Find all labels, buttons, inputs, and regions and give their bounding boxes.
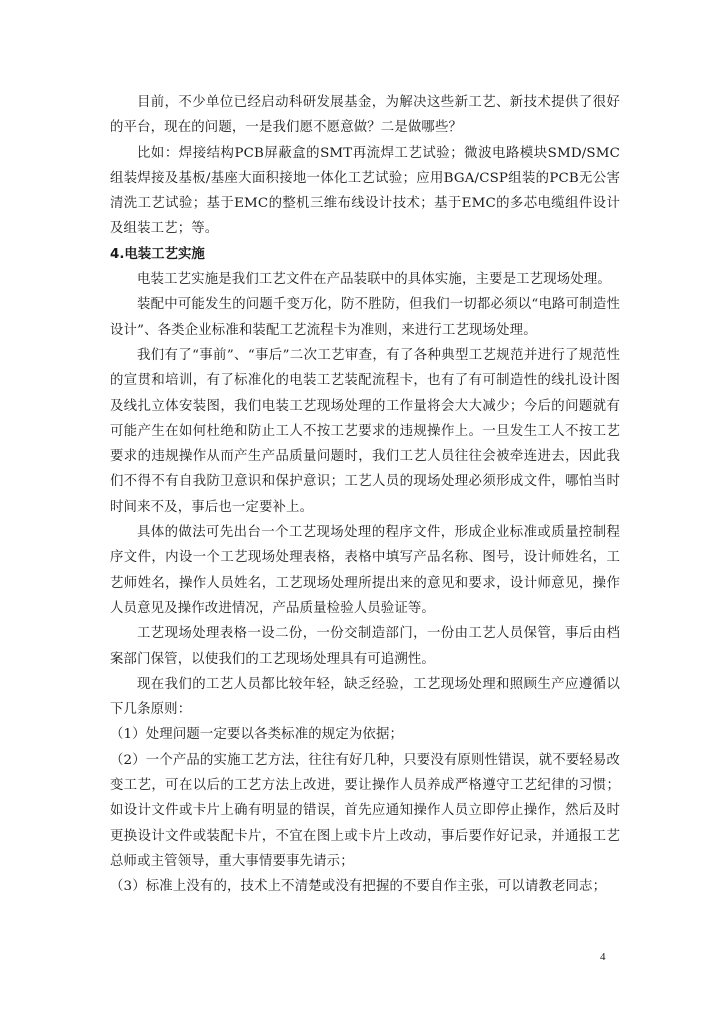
page-number: 4	[600, 951, 606, 963]
paragraph-assembly-problems: 装配中可能发生的问题千变万化，防不胜防，但我们一切都必须以“电路可制造性设计”、各类企业标准和装配工艺流程卡为准则，来进行工艺现场处理。	[110, 297, 620, 338]
paragraph-principles-intro: 现在我们的工艺人员都比较年轻，缺乏经验，工艺现场处理和照顾生产应遵循以下几条原则：	[110, 676, 620, 718]
paragraph-examples: 比如：焊接结构PCB屏蔽盒的SMT再流焊工艺试验；微波电路模块SMD/SMC组装焊接及基板/基座大面积接地一体化工艺试验；应用BGA/CSP组装的PCB无公害清洗工艺试验；基于EMC的整机三维布线设计技术；基于EMC的多芯电缆组件设计及组装工艺；等。	[110, 145, 620, 237]
section-heading: 4.电装工艺实施	[110, 246, 205, 262]
paragraph-implementation: 电装工艺实施是我们工艺文件在产品装联中的具体实施，主要是工艺现场处理。	[137, 272, 611, 288]
paragraph-research-fund: 目前，不少单位已经启动科研发展基金，为解决这些新工艺、新技术提供了很好的平台，现在的问题，一是我们愿不愿意做？二是做哪些？	[110, 95, 620, 136]
paragraph-procedure-file: 具体的做法可先出台一个工艺现场处理的程序文件，形成企业标准或质量控制程序文件，内设一个工艺现场处理表格，表格中填写产品名称、图号，设计师姓名，工艺师姓名，操作人员姓名，工艺现场处理所提出来的意见和要求，设计师意见，操作人员意见及操作改进情况，产品质量检验人员验证等。	[110, 525, 620, 616]
paragraph-process-review: 我们有了“事前”、“事后”二次工艺审查，有了各种典型工艺规范并进行了规范性的宣贯和培训，有了标准化的电装工艺装配流程卡，也有了有可制造性的线扎设计图及线扎立体安装图，我们电装工艺现场处理的工作量将会大大减少；今后的问题就有可能产生在如何杜绝和防止工人不按工艺要求的违规操作上。一旦发生工人不按工艺要求的违规操作从而产生产品质量问题时，我们工艺人员往往会被牵连进去，因此我们不得不有自我防卫意识和保护意识；工艺人员的现场处理必须形成文件，哪怕当时时间来不及，事后也一定要补上。	[110, 347, 620, 515]
paragraph-form-copies: 工艺现场处理表格一设二份，一份交制造部门，一份由工艺人员保管，事后由档案部门保管，以使我们的工艺现场处理具有可追溯性。	[110, 626, 620, 667]
principle-item-1: （1）处理问题一定要以各类标准的规定为依据；	[110, 727, 404, 743]
principle-item-2: （2）一个产品的实施工艺方法，往往有好几种，只要没有原则性错误，就不要轻易改变工艺，可在以后的工艺方法上改进，要让操作人员养成严格遵守工艺纪律的习惯；如设计文件或卡片上确有明显的错误，首先应通知操作人员立即停止操作，然后及时更换设计文件或装配卡片，不宜在图上或卡片上改动，事后要作好记录，并通报工艺总师或主管领导，重大事情要事先请示；	[110, 752, 620, 869]
principle-item-3: （3）标准上没有的，技术上不清楚或没有把握的不要自作主张，可以请教老同志；	[110, 879, 607, 895]
page-body	[110, 90, 620, 900]
